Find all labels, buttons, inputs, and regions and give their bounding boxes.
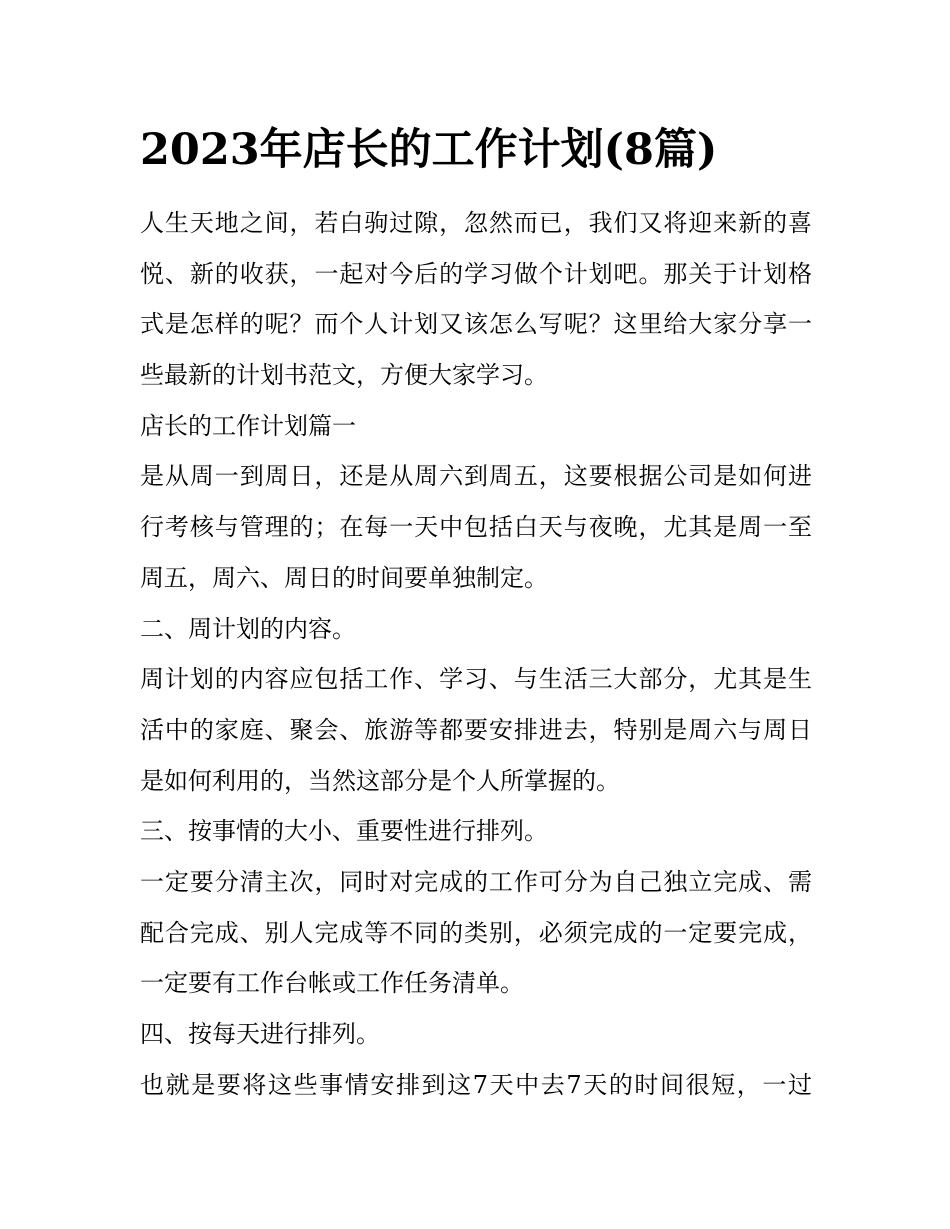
paragraph-line: 一定要有工作台帐或工作任务清单。	[140, 969, 524, 998]
paragraph-line: 是如何利用的，当然这部分是个人所掌握的。	[140, 766, 620, 795]
paragraph-line: 一定要分清主次，同时对完成的工作可分为自己独立完成、需	[140, 867, 812, 896]
document-title: 2023年店长的工作计划(8篇)	[140, 125, 718, 175]
paragraph-line: 悦、新的收获，一起对今后的学习做个计划吧。那关于计划格	[140, 259, 812, 288]
paragraph-line: 些最新的计划书范文，方便大家学习。	[140, 361, 548, 390]
paragraph-line: 也就是要将这些事情安排到这7天中去7天的时间很短，一过	[140, 1070, 812, 1099]
section-heading: 二、周计划的内容。	[140, 614, 356, 643]
paragraph-line: 活中的家庭、聚会、旅游等都要安排进去，特别是周六与周日	[140, 715, 812, 744]
section-heading: 四、按每天进行排列。	[140, 1020, 380, 1048]
document-body	[140, 198, 812, 1110]
paragraph-line: 周计划的内容应包括工作、学习、与生活三大部分，尤其是生	[140, 665, 812, 694]
paragraph-line: 行考核与管理的；在每一天中包括白天与夜晚，尤其是周一至	[140, 513, 812, 542]
paragraph-line: 是从周一到周日，还是从周六到周五，这要根据公司是如何进	[140, 462, 812, 491]
paragraph-line: 配合完成、别人完成等不同的类别，必须完成的一定要完成，	[140, 918, 812, 947]
paragraph-line: 周五，周六、周日的时间要单独制定。	[140, 563, 548, 592]
paragraph-line: 式是怎样的呢？而个人计划又该怎么写呢？这里给大家分享一	[140, 310, 812, 339]
section-heading: 三、按事情的大小、重要性进行排列。	[140, 817, 548, 846]
section-heading: 店长的工作计划篇一	[140, 411, 356, 440]
paragraph-line: 人生天地之间，若白驹过隙，忽然而已，我们又将迎来新的喜	[140, 209, 812, 237]
